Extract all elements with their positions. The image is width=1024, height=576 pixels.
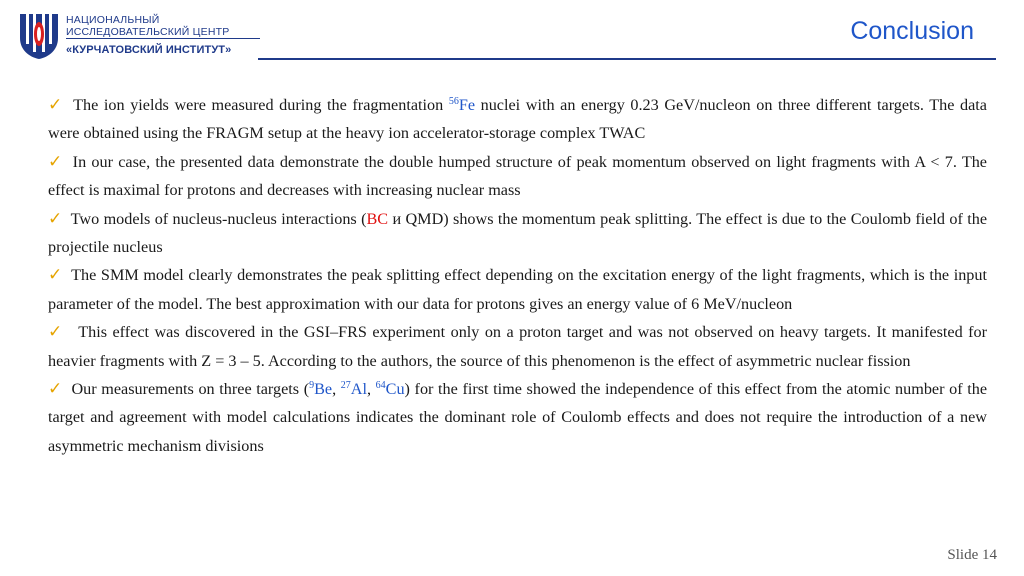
kurchatov-logo (18, 12, 268, 62)
bc-model-label: BC (366, 209, 389, 228)
logo-line-2: ИССЛЕДОВАТЕЛЬСКИЙ ЦЕНТР (66, 26, 230, 38)
checkmark-icon: ✓ (48, 95, 64, 115)
bullet-item: ✓ Our measurements on three targets ($^9$Be, $^{27}$Al, $^{64}$Cu) for the first time showed the independence of this effect from the atomic number of the target and agreement with model calculations indicates the dominant role of Coulomb effects and does not require the introduction of a new asymmetric mechanism divisions (48, 379, 988, 455)
bullet-item: ✓ The SMM model clearly demonstrates the peak splitting effect depending on the excitation energy of the light fragments, which is the input parameter of the model. The best approximation with our data for protons gives an energy value of 6 MeV/nucleon (48, 265, 987, 313)
checkmark-icon: ✓ (48, 379, 63, 400)
checkmark-icon: ✓ (48, 265, 63, 286)
bullet-item: ✓ In our case, the presented data demonstrate the double humped structure of peak momentum observed on light fragments with A < 7. The effect is maximal for protons and decreases with increasing nuclear mass (48, 151, 987, 200)
bullet-item: ✓ The ion yields were measured during the fragmentation $^{56}$Fe nuclei with an energy 0.23 GeV/nucleon on three different targets. The data were obtained using the FRAGM setup at the heavy ion accelerator-storage complex TWAC (48, 95, 987, 143)
conclusion-list (48, 91, 992, 460)
slide-number: Slide 14 (947, 547, 997, 563)
checkmark-icon: ✓ (48, 151, 64, 172)
checkmark-icon: ✓ (48, 208, 63, 229)
logo-line-1: НАЦИОНАЛЬНЫЙ (66, 14, 160, 26)
bullet-item: ✓ This effect was discovered in the GSI–FRS experiment only on a proton target and was not observed on heavy targets. It manifested for heavier fragments with Z = 3 – 5. According to the authors, the source of this phenomenon is the effect of asymmetric nuclear fission (48, 322, 992, 370)
logo-line-3: «КУРЧАТОВСКИЙ ИНСТИТУТ» (66, 44, 232, 56)
bullet-item: ✓ Two models of nucleus-nucleus interactions (BC и QMD) shows the momentum peak splitting. The effect is due to the Coulomb field of the projectile nucleus (48, 208, 988, 257)
slide-title: Conclusion (850, 17, 974, 45)
logo-divider (66, 38, 260, 39)
header-divider (258, 58, 996, 60)
checkmark-icon: ✓ (48, 322, 64, 343)
kurchatov-emblem-icon (18, 12, 60, 60)
